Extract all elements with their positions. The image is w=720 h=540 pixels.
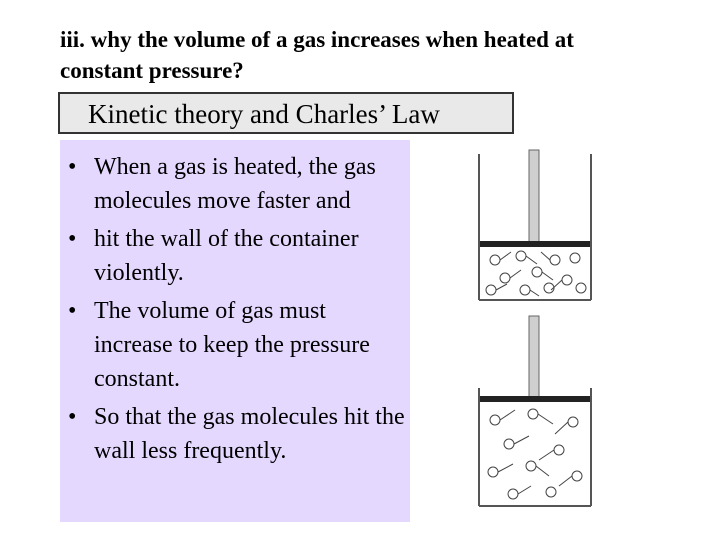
bullet-list — [60, 140, 410, 468]
piston-rod — [529, 316, 539, 398]
piston — [480, 241, 590, 247]
piston — [480, 396, 590, 402]
gas-container-small-volume — [465, 148, 605, 308]
bullet-text: When a gas is heated, the gas molecules move faster and — [94, 154, 376, 214]
bullet-item: • The volume of gas must increase to keep the pressure constant. — [68, 298, 370, 392]
slide-title-box — [58, 92, 514, 134]
slide-title: Kinetic theory and Charles’ Law — [88, 99, 440, 129]
gas-container-large-volume — [465, 314, 605, 514]
bullet-item: • So that the gas molecules hit the wall less frequently. — [68, 404, 405, 464]
container-walls — [479, 388, 591, 506]
question-heading: iii. why the volume of a gas increases when heated at constant pressure? — [60, 27, 574, 83]
bullet-text: The volume of gas must increase to keep the pressure constant. — [94, 298, 370, 392]
bullet-item: • hit the wall of the container violently. — [68, 226, 359, 286]
bullet-item: • When a gas is heated, the gas molecules move faster and — [68, 154, 376, 214]
bullet-panel — [60, 140, 410, 522]
bullet-text: hit the wall of the container violently. — [94, 226, 359, 286]
piston-rod — [529, 150, 539, 242]
gas-molecules — [486, 251, 586, 295]
bullet-text: So that the gas molecules hit the wall less frequently. — [94, 404, 405, 464]
